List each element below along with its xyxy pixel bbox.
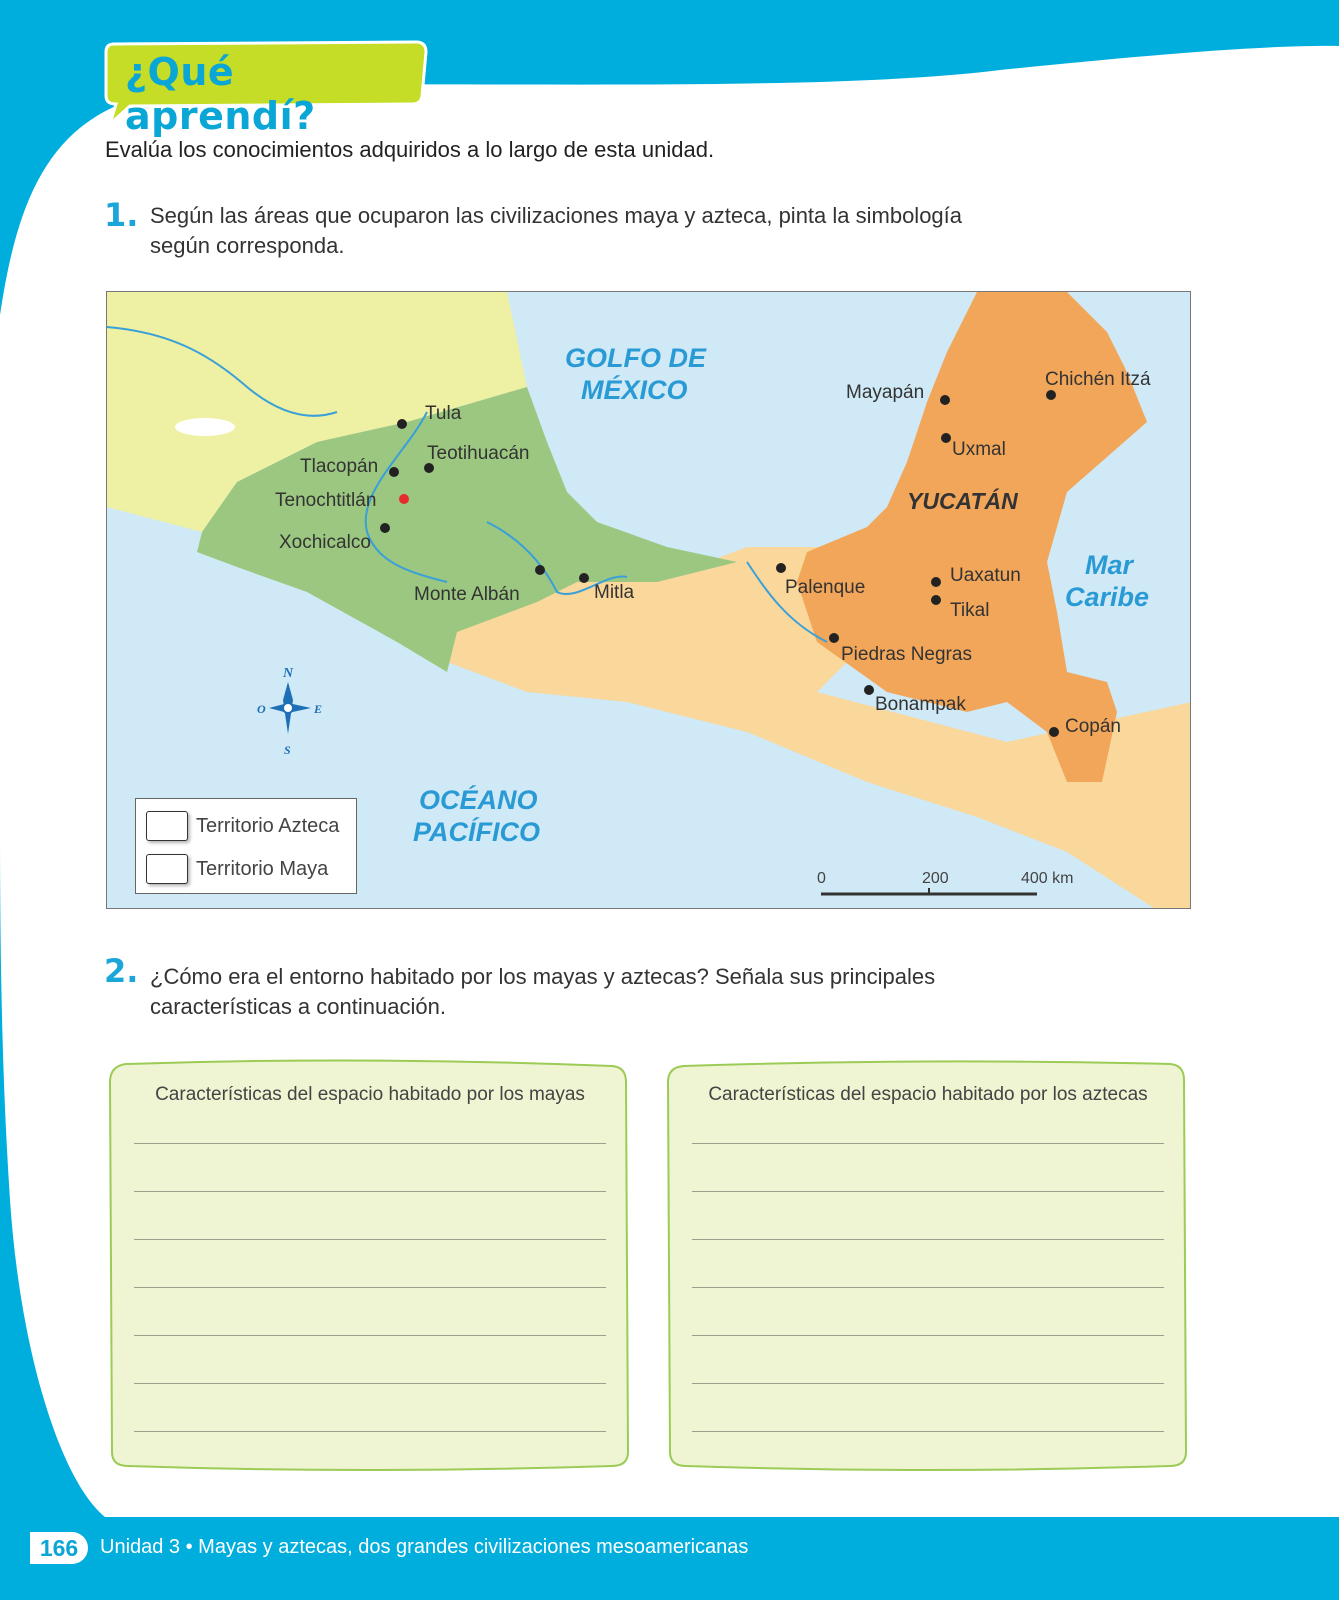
city-dot-piedras-negras [829, 633, 839, 643]
city-label-uxmal: Uxmal [952, 439, 1006, 460]
panel-aztecas-heading: Características del espacio habitado por los aztecas [708, 1084, 1148, 1105]
scale-end: 400 km [1021, 870, 1074, 887]
scale-mid: 200 [922, 870, 949, 887]
writing-line[interactable] [692, 1287, 1164, 1288]
city-label-xochicalco: Xochicalco [279, 532, 371, 553]
city-label-mayapan: Mayapán [846, 382, 925, 403]
panel-aztecas-shape [664, 1058, 1192, 1474]
writing-line[interactable] [134, 1431, 606, 1432]
panel-mayas [106, 1058, 634, 1474]
legend-color-box-azteca[interactable] [146, 811, 188, 841]
caribbean-label-line2: Caribe [1065, 582, 1150, 612]
writing-line[interactable] [134, 1383, 606, 1384]
writing-line[interactable] [134, 1239, 606, 1240]
panel-aztecas [664, 1058, 1192, 1474]
page-title: ¿Qué aprendí? [125, 50, 316, 138]
city-label-monte-alban: Monte Albán [414, 584, 520, 605]
scale-zero: 0 [817, 870, 826, 887]
legend-row-maya [146, 854, 328, 884]
question-2-text: ¿Cómo era el entorno habitado por los mayas y aztecas? Señala sus principales características a continuación. [150, 964, 936, 1019]
writing-line[interactable] [692, 1431, 1164, 1432]
pacific-label-line2: PACÍFICO [413, 817, 540, 847]
city-label-teotihuacan: Teotihuacán [427, 443, 530, 464]
compass-o: O [257, 702, 266, 716]
question-2-number: 2. [104, 952, 139, 990]
question-1-number: 1. [104, 196, 139, 234]
legend-row-azteca [146, 811, 339, 841]
city-dot-uxmal [941, 433, 951, 443]
writing-line[interactable] [692, 1191, 1164, 1192]
writing-line[interactable] [692, 1239, 1164, 1240]
city-label-piedras-negras: Piedras Negras [841, 644, 972, 665]
compass-n: N [283, 666, 294, 681]
city-dot-bonampak [864, 685, 874, 695]
legend-color-box-maya[interactable] [146, 854, 188, 884]
gulf-label-line1: GOLFO DE [565, 343, 706, 373]
city-dot-monte-alban [535, 565, 545, 575]
legend-label-maya: Territorio Maya [196, 857, 329, 880]
panel-mayas-shape [106, 1058, 634, 1474]
city-label-copan: Copán [1065, 716, 1121, 737]
page-number: 166 [30, 1532, 88, 1564]
city-dot-teotihuacan [424, 463, 434, 473]
compass-s: S [284, 743, 291, 757]
city-label-tenochtitlan: Tenochtitlán [275, 490, 377, 511]
caribbean-label-line1: Mar [1085, 550, 1134, 580]
city-dot-tula [397, 419, 407, 429]
mesoamerica-map [106, 291, 1191, 909]
writing-line[interactable] [692, 1383, 1164, 1384]
city-dot-tlacopan [389, 467, 399, 477]
city-dot-xochicalco [380, 523, 390, 533]
city-dot-uaxatun [931, 577, 941, 587]
title-bubble [100, 40, 430, 138]
city-dot-mayapan [940, 395, 950, 405]
city-label-tula: Tula [425, 403, 462, 424]
question-1-text: Según las áreas que ocuparon las civilizaciones maya y azteca, pinta la simbología según corresponda. [150, 203, 963, 258]
writing-line[interactable] [692, 1143, 1164, 1144]
city-label-chichen-itza: Chichén Itzá [1045, 369, 1151, 390]
city-dot-tenochtitlan [399, 494, 409, 504]
gulf-label-line2: MÉXICO [581, 375, 688, 405]
city-label-mitla: Mitla [594, 582, 635, 603]
city-label-palenque: Palenque [785, 577, 866, 598]
city-label-bonampak: Bonampak [875, 694, 966, 715]
writing-line[interactable] [134, 1335, 606, 1336]
city-dot-copan [1049, 727, 1059, 737]
intro-text: Evalúa los conocimientos adquiridos a lo largo de esta unidad. [105, 137, 715, 162]
city-dot-chichen-itza [1046, 390, 1056, 400]
compass-e: E [314, 702, 323, 716]
city-label-tlacopan: Tlacopán [300, 456, 379, 477]
writing-line[interactable] [692, 1335, 1164, 1336]
footer-unit-text: Unidad 3 • Mayas y aztecas, dos grandes civilizaciones mesoamericanas [100, 1536, 749, 1558]
writing-line[interactable] [134, 1191, 606, 1192]
city-label-tikal: Tikal [950, 600, 990, 621]
yucatan-label: YUCATÁN [907, 488, 1018, 514]
writing-line[interactable] [134, 1143, 606, 1144]
city-dot-mitla [579, 573, 589, 583]
map-legend [135, 798, 357, 894]
legend-label-azteca: Territorio Azteca [196, 814, 340, 837]
panel-mayas-heading: Características del espacio habitado por los mayas [155, 1084, 585, 1105]
city-dot-tikal [931, 595, 941, 605]
city-label-uaxatun: Uaxatun [950, 565, 1021, 586]
city-dot-palenque [776, 563, 786, 573]
writing-line[interactable] [134, 1287, 606, 1288]
pacific-label-line1: OCÉANO [419, 785, 538, 815]
lake [175, 418, 235, 436]
